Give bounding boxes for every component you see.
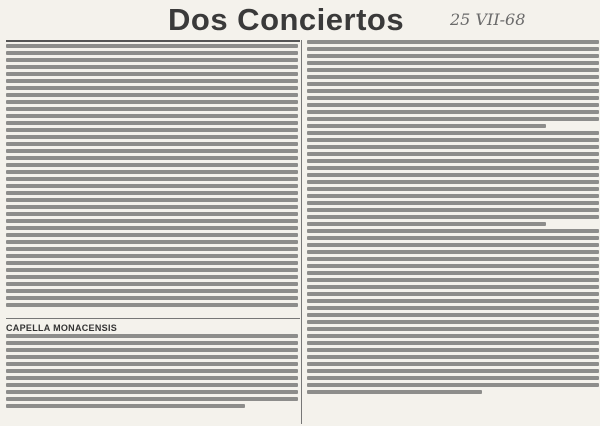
headline: Dos Conciertos	[168, 2, 405, 37]
section-divider	[6, 318, 300, 319]
right-column	[307, 40, 599, 394]
column-divider	[301, 40, 302, 424]
left-column-text	[6, 44, 298, 307]
section-heading: CAPELLA MONACENSIS	[6, 323, 118, 333]
left-column	[6, 44, 298, 307]
left-column-lower	[6, 334, 298, 408]
right-column-text	[307, 40, 599, 394]
left-column-lower-text	[6, 334, 298, 408]
column-top-rule	[6, 40, 300, 42]
handwritten-date: 25 VII-68	[450, 10, 526, 29]
